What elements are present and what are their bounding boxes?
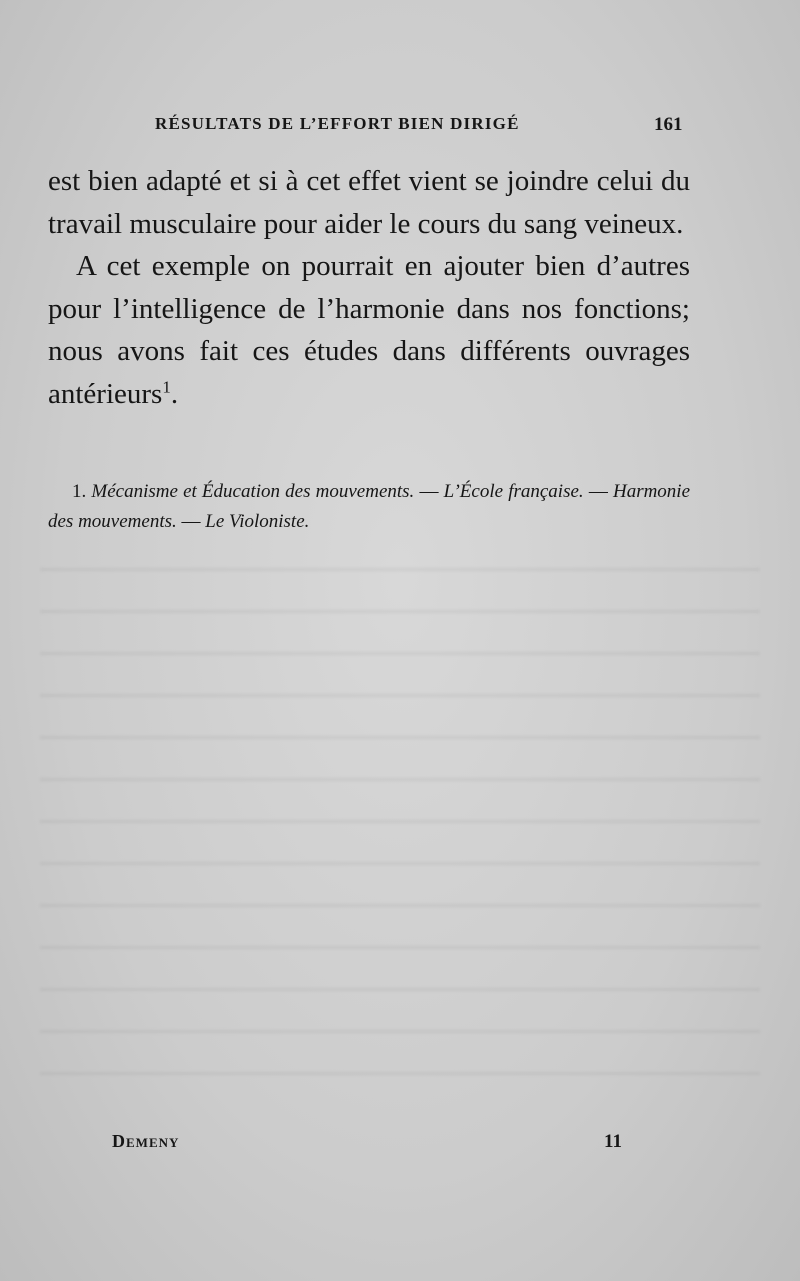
paragraph-2-end: . [170,377,179,410]
footnote-title-1: Mécanisme et Éducation des mouvements. [91,481,415,502]
paragraph-2 [48,245,690,415]
running-title: RÉSULTATS DE L’EFFORT BIEN DIRIGÉ [155,114,520,133]
paragraph-2-text: A cet exemple on pourrait en ajouter bien d’autres pour l’intelligence de l’harmonie dans nos fonctions; nous avons fait ces études dans différents ouvrages antérieurs [48,250,690,410]
footnote-title-2: L’École française. [443,481,584,502]
page-number: 161 [654,114,683,135]
footnote-separator-3: — [176,511,206,532]
footnote-number: 1. [72,481,87,502]
footnote-title-4: Le Violoniste. [205,511,310,532]
footnote-separator-2: — [583,481,613,502]
paragraph-1: est bien adapté et si à cet effet vient se joindre celui du travail musculaire pour aider le cours du sang veineux. [48,165,690,240]
show-through-texture [40,540,760,1100]
footnote-separator-1: — [414,481,444,502]
signature-sheet-number: 11 [604,1131,622,1152]
footnote-reference[interactable]: 1 [162,376,171,396]
signature-author: Demeny [112,1131,180,1151]
footnote-title-3: Harmonie des mouvements. [48,481,691,532]
footnote [48,477,690,537]
main-text [48,160,690,415]
